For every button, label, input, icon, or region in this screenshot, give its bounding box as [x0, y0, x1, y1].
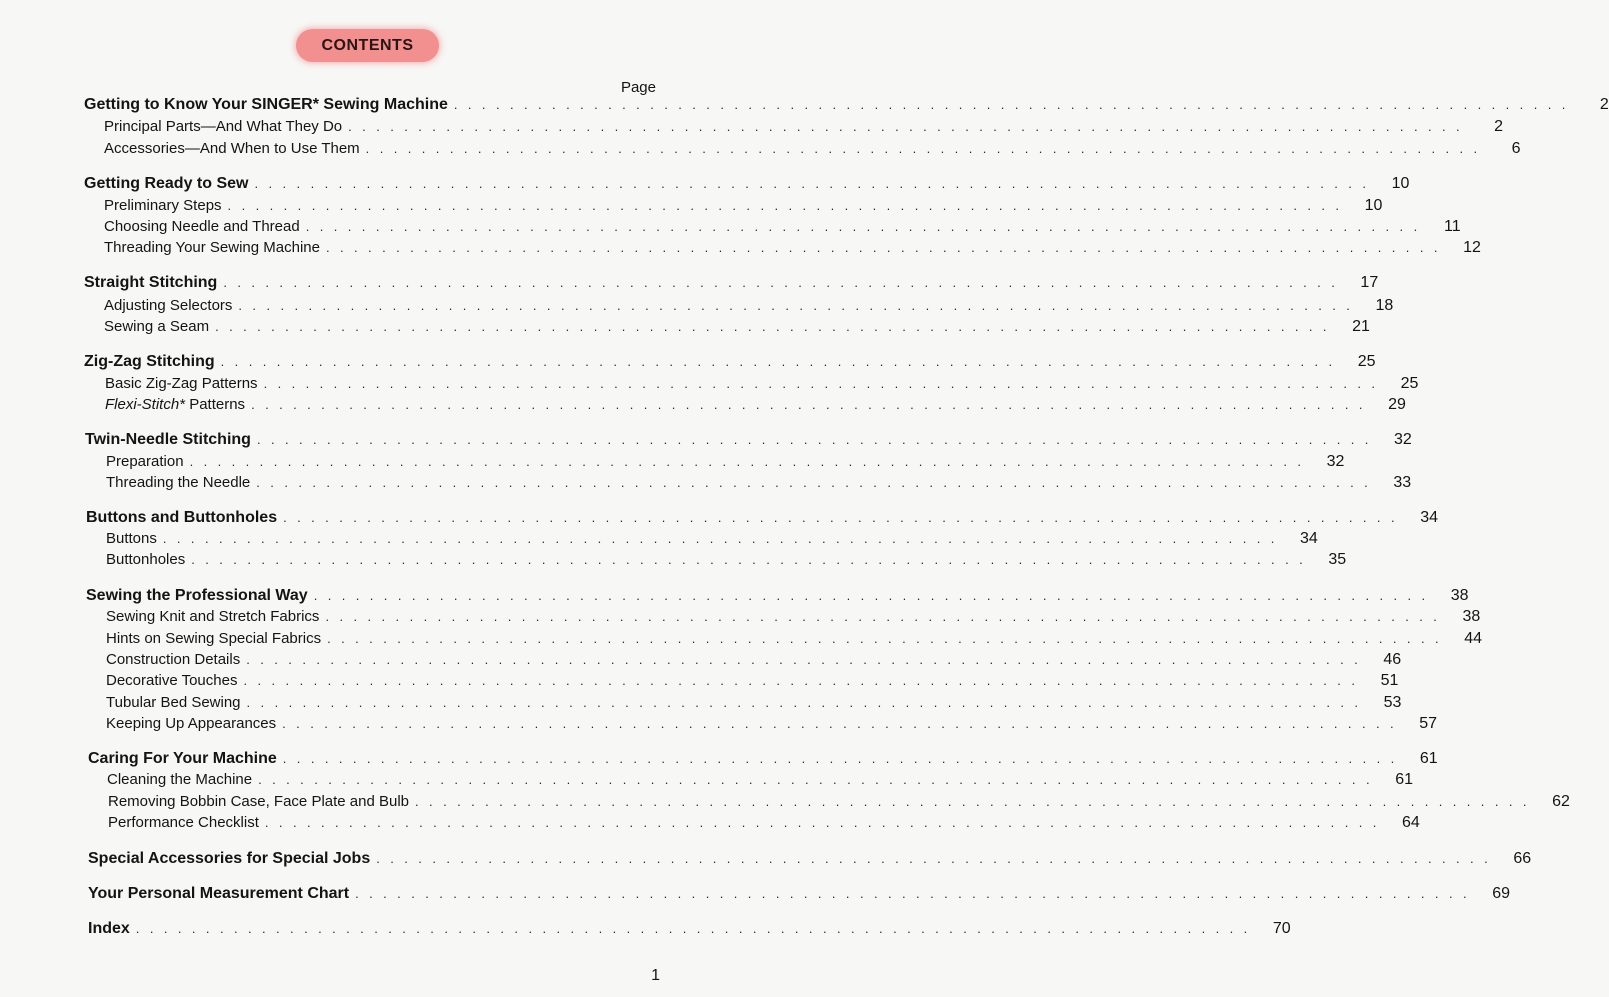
toc-entry-page: 70	[1272, 920, 1291, 937]
toc-section	[84, 353, 1376, 373]
toc-entry-page: 61	[1419, 750, 1438, 767]
toc-subsection	[106, 694, 1402, 714]
dot-leader: . . . . . . . . . . . . . . . . . . . . . . . . . . . . . . . . . . . . . . . . . . . . . . . . . . . . . . . . . . . . . . . . . . . . . . . . . . . . . . . .	[327, 631, 1442, 646]
toc-entry-title: Zig-Zag Stitching	[84, 353, 215, 370]
toc-section	[88, 850, 1532, 870]
toc-entry-page: 17	[1360, 274, 1379, 291]
toc-subsection	[105, 396, 1406, 416]
dot-leader: . . . . . . . . . . . . . . . . . . . . . . . . . . . . . . . . . . . . . . . . . . . . . . . . . . . . . . . . . . . . . . . . . . . . . . . . . . . . . . . .	[162, 531, 1278, 546]
toc-subsection	[104, 318, 1370, 338]
toc-entry-title: Index	[88, 920, 130, 937]
dot-leader: . . . . . . . . . . . . . . . . . . . . . . . . . . . . . . . . . . . . . . . . . . . . . . . . . . . . . . . . . . . . . . . . . . . . . . . . . . . . . . . .	[251, 397, 1366, 412]
toc-entry-title: Sewing a Seam	[104, 318, 210, 335]
toc-entry-page: 69	[1492, 885, 1510, 902]
dot-leader: . . . . . . . . . . . . . . . . . . . . . . . . . . . . . . . . . . . . . . . . . . . . . . . . . . . . . . . . . . . . . . . . . . . . . . . . . . . . . . . .	[246, 652, 1362, 667]
dot-leader: . . . . . . . . . . . . . . . . . . . . . . . . . . . . . . . . . . . . . . . . . . . . . . . . . . . . . . . . . . . . . . . . . . . . . . . . . . . . . . . .	[238, 298, 1354, 313]
toc-entry-page: 29	[1388, 396, 1406, 413]
dot-leader: . . . . . . . . . . . . . . . . . . . . . . . . . . . . . . . . . . . . . . . . . . . . . . . . . . . . . . . . . . . . . . . . . . . . . . . . . . . . . . . .	[254, 176, 1370, 191]
page-column-label: Page	[620, 79, 656, 96]
toc-entry-title: Removing Bobbin Case, Face Plate and Bulb	[108, 793, 410, 810]
toc-section	[88, 885, 1510, 905]
toc-entry-page: 53	[1383, 694, 1402, 711]
dot-leader: . . . . . . . . . . . . . . . . . . . . . . . . . . . . . . . . . . . . . . . . . . . . . . . . . . . . . . . . . . . . . . . . . . . . . . . . . . . . . . . .	[453, 97, 1569, 112]
toc-entry-page: 38	[1462, 608, 1481, 625]
toc-entry-title: Hints on Sewing Special Fabrics	[106, 630, 322, 647]
toc-entry-page: 10	[1391, 175, 1410, 192]
dot-leader: . . . . . . . . . . . . . . . . . . . . . . . . . . . . . . . . . . . . . . . . . . . . . . . . . . . . . . . . . . . . . . . . . . . . . . . . . . . . . . . .	[220, 354, 1336, 369]
toc-subsection	[104, 239, 1481, 259]
dot-leader: . . . . . . . . . . . . . . . . . . . . . . . . . . . . . . . . . . . . . . . . . . . . . . . . . . . . . . . . . . . . . . . . . . . . . . . . . . . . . . . .	[215, 319, 1330, 334]
contents-title: CONTENTS	[321, 36, 414, 54]
toc-entry-page: 44	[1464, 630, 1482, 647]
toc-subsection	[106, 672, 1399, 692]
toc-entry-title: Buttons	[106, 530, 157, 547]
toc-entry-title: Keeping Up Appearances	[106, 715, 277, 732]
contents-title-badge	[296, 29, 439, 62]
toc-entry-title: Caring For Your Machine	[88, 750, 277, 767]
toc-subsection	[106, 651, 1402, 671]
toc-subsection	[106, 530, 1318, 550]
dot-leader: . . . . . . . . . . . . . . . . . . . . . . . . . . . . . . . . . . . . . . . . . . . . . . . . . . . . . . . . . . . . . . . . . . . . . . . . . . . . . . . .	[325, 609, 1441, 624]
toc-section	[85, 431, 1412, 451]
toc-entry-title: Threading Your Sewing Machine	[104, 239, 320, 256]
dot-leader: . . . . . . . . . . . . . . . . . . . . . . . . . . . . . . . . . . . . . . . . . . . . . . . . . . . . . . . . . . . . . . . . . . . . . . . . . . . . . . . .	[264, 815, 1380, 830]
toc-section	[84, 175, 1410, 195]
dot-leader: . . . . . . . . . . . . . . . . . . . . . . . . . . . . . . . . . . . . . . . . . . . . . . . . . . . . . . . . . . . . . . . . . . . . . . . . . . . . . . . .	[348, 119, 1464, 134]
toc-entry-title: Principal Parts—And What They Do	[104, 118, 343, 135]
dot-leader: . . . . . . . . . . . . . . . . . . . . . . . . . . . . . . . . . . . . . . . . . . . . . . . . . . . . . . . . . . . . . . . . . . . . . . . . . . . . . . . .	[191, 552, 1307, 567]
dot-leader: . . . . . . . . . . . . . . . . . . . . . . . . . . . . . . . . . . . . . . . . . . . . . . . . . . . . . . . . . . . . . . . . . . . . . . . . . . . . . . . .	[282, 751, 1398, 766]
dot-leader: . . . . . . . . . . . . . . . . . . . . . . . . . . . . . . . . . . . . . . . . . . . . . . . . . . . . . . . . . . . . . . . . . . . . . . . . . . . . . . . .	[282, 716, 1398, 731]
toc-entry-title: Basic Zig-Zag Patterns	[105, 375, 258, 392]
toc-entry-title: Cleaning the Machine	[107, 771, 253, 788]
toc-entry-title: Your Personal Measurement Chart	[88, 885, 350, 902]
toc-subsection	[106, 630, 1482, 650]
dot-leader: . . . . . . . . . . . . . . . . . . . . . . . . . . . . . . . . . . . . . . . . . . . . . . . . . . . . . . . . . . . . . . . . . . . . . . . . . . . . . . . .	[243, 673, 1359, 688]
toc-entry-page: 10	[1364, 197, 1383, 214]
toc-entry-title: Construction Details	[106, 651, 241, 668]
dot-leader: . . . . . . . . . . . . . . . . . . . . . . . . . . . . . . . . . . . . . . . . . . . . . . . . . . . . . . . . . . . . . . . . . . . . . . . . . . . . . . . .	[256, 475, 1372, 490]
dot-leader: . . . . . . . . . . . . . . . . . . . . . . . . . . . . . . . . . . . . . . . . . . . . . . . . . . . . . . . . . . . . . . . . . . . . . . . . . . . . . . . .	[246, 695, 1362, 710]
toc-subsection	[106, 551, 1347, 571]
toc-entry-title: Sewing the Professional Way	[86, 587, 308, 604]
toc-entry-page: 35	[1328, 551, 1347, 568]
toc-entry-title: Flexi-Stitch* Patterns	[105, 396, 246, 413]
toc-subsection	[106, 474, 1412, 494]
toc-entry-title: Accessories—And When to Use Them	[104, 140, 360, 157]
toc-entry-page: 51	[1380, 672, 1399, 689]
toc-entry-page: 33	[1393, 474, 1412, 491]
toc-entry-title: Tubular Bed Sewing	[106, 694, 241, 711]
dot-leader: . . . . . . . . . . . . . . . . . . . . . . . . . . . . . . . . . . . . . . . . . . . . . . . . . . . . . . . . . . . . . . . . . . . . . . . . . . . . . . . .	[227, 198, 1343, 213]
toc-subsection	[104, 297, 1394, 317]
toc-entry-page: 2	[1494, 118, 1504, 135]
toc-entry-title: Getting Ready to Sew	[84, 175, 249, 192]
toc-entry-page: 61	[1395, 771, 1413, 788]
toc-entry-page: 64	[1401, 814, 1420, 831]
toc-subsection	[104, 118, 1504, 138]
dot-leader: . . . . . . . . . . . . . . . . . . . . . . . . . . . . . . . . . . . . . . . . . . . . . . . . . . . . . . . . . . . . . . . . . . . . . . . . . . . . . . . .	[263, 376, 1379, 391]
toc-entry-title: Preparation	[106, 453, 184, 470]
toc-entry-title: Performance Checklist	[108, 814, 259, 831]
dot-leader: . . . . . . . . . . . . . . . . . . . . . . . . . . . . . . . . . . . . . . . . . . . . . . . . . . . . . . . . . . . . . . . . . . . . . . . . . . . . . . . .	[283, 510, 1398, 525]
toc-subsection	[107, 771, 1413, 791]
dot-leader: . . . . . . . . . . . . . . . . . . . . . . . . . . . . . . . . . . . . . . . . . . . . . . . . . . . . . . . . . . . . . . . . . . . . . . . . . . . . . . . .	[135, 921, 1251, 936]
toc-section	[86, 509, 1438, 529]
toc-subsection	[104, 218, 1461, 238]
toc-entry-page: 11	[1443, 218, 1461, 235]
toc-section	[86, 587, 1469, 607]
toc-section	[84, 96, 1609, 116]
toc-entry-page: 32	[1326, 453, 1345, 470]
toc-entry-title: Preliminary Steps	[104, 197, 222, 214]
toc-entry-page: 2	[1599, 96, 1609, 113]
toc-subsection	[106, 608, 1481, 628]
toc-section	[84, 274, 1379, 294]
dot-leader: . . . . . . . . . . . . . . . . . . . . . . . . . . . . . . . . . . . . . . . . . . . . . . . . . . . . . . . . . . . . . . . . . . . . . . . . . . . . . . . .	[355, 886, 1470, 901]
toc-subsection	[106, 715, 1438, 735]
toc-section	[88, 920, 1291, 940]
toc-entry-page: 66	[1513, 850, 1532, 867]
toc-entry-title: Choosing Needle and Thread	[104, 218, 300, 235]
toc-entry-page: 25	[1357, 353, 1376, 370]
toc-entry-page: 6	[1511, 140, 1521, 157]
toc-section	[88, 750, 1438, 770]
toc-entry-title: Twin-Needle Stitching	[85, 431, 251, 448]
toc-subsection	[105, 375, 1419, 395]
toc-entry-page: 32	[1394, 431, 1412, 448]
toc-subsection	[108, 793, 1570, 813]
dot-leader: . . . . . . . . . . . . . . . . . . . . . . . . . . . . . . . . . . . . . . . . . . . . . . . . . . . . . . . . . . . . . . . . . . . . . . . . . . . . . . . .	[325, 240, 1441, 255]
toc-entry-page: 46	[1383, 651, 1402, 668]
toc-entry-title: Threading the Needle	[106, 474, 251, 491]
dot-leader: . . . . . . . . . . . . . . . . . . . . . . . . . . . . . . . . . . . . . . . . . . . . . . . . . . . . . . . . . . . . . . . . . . . . . . . . . . . . . . . .	[189, 454, 1305, 469]
dot-leader: . . . . . . . . . . . . . . . . . . . . . . . . . . . . . . . . . . . . . . . . . . . . . . . . . . . . . . . . . . . . . . . . . . . . . . . . . . . . . . . .	[365, 141, 1481, 156]
toc-subsection	[106, 453, 1345, 473]
toc-subsection	[104, 140, 1521, 160]
toc-entry-title: Adjusting Selectors	[104, 297, 233, 314]
toc-entry-page: 57	[1419, 715, 1438, 732]
toc-entry-title: Straight Stitching	[84, 274, 218, 291]
toc-entry-title: Buttonholes	[106, 551, 186, 568]
dot-leader: . . . . . . . . . . . . . . . . . . . . . . . . . . . . . . . . . . . . . . . . . . . . . . . . . . . . . . . . . . . . . . . . . . . . . . . . . . . . . . . .	[305, 219, 1421, 234]
page-number: 1	[651, 967, 660, 984]
toc-subsection	[104, 197, 1383, 217]
dot-leader: . . . . . . . . . . . . . . . . . . . . . . . . . . . . . . . . . . . . . . . . . . . . . . . . . . . . . . . . . . . . . . . . . . . . . . . . . . . . . . . .	[258, 772, 1373, 787]
dot-leader: . . . . . . . . . . . . . . . . . . . . . . . . . . . . . . . . . . . . . . . . . . . . . . . . . . . . . . . . . . . . . . . . . . . . . . . . . . . . . . . .	[313, 588, 1429, 603]
toc-entry-title: Getting to Know Your SINGER* Sewing Machine	[84, 96, 448, 113]
toc-entry-page: 18	[1375, 297, 1394, 314]
toc-entry-page: 25	[1400, 375, 1419, 392]
dot-leader: . . . . . . . . . . . . . . . . . . . . . . . . . . . . . . . . . . . . . . . . . . . . . . . . . . . . . . . . . . . . . . . . . . . . . . . . . . . . . . . .	[223, 275, 1339, 290]
toc-entry-title: Decorative Touches	[106, 672, 238, 689]
toc-entry-page: 62	[1552, 793, 1570, 810]
toc-entry-page: 38	[1450, 587, 1469, 604]
toc-entry-title: Special Accessories for Special Jobs	[88, 850, 371, 867]
dot-leader: . . . . . . . . . . . . . . . . . . . . . . . . . . . . . . . . . . . . . . . . . . . . . . . . . . . . . . . . . . . . . . . . . . . . . . . . . . . . . . . .	[376, 851, 1492, 866]
toc-entry-page: 12	[1463, 239, 1481, 256]
toc-entry-page: 21	[1352, 318, 1370, 335]
toc-entry-page: 34	[1299, 530, 1318, 547]
toc-entry-title: Sewing Knit and Stretch Fabrics	[106, 608, 320, 625]
dot-leader: . . . . . . . . . . . . . . . . . . . . . . . . . . . . . . . . . . . . . . . . . . . . . . . . . . . . . . . . . . . . . . . . . . . . . . . . . . . . . . . .	[256, 432, 1372, 447]
toc-entry-page: 34	[1420, 509, 1438, 526]
dot-leader: . . . . . . . . . . . . . . . . . . . . . . . . . . . . . . . . . . . . . . . . . . . . . . . . . . . . . . . . . . . . . . . . . . . . . . . . . . . . . . . .	[415, 794, 1530, 809]
toc-subsection	[108, 814, 1420, 834]
toc-entry-title: Buttons and Buttonholes	[86, 509, 278, 526]
